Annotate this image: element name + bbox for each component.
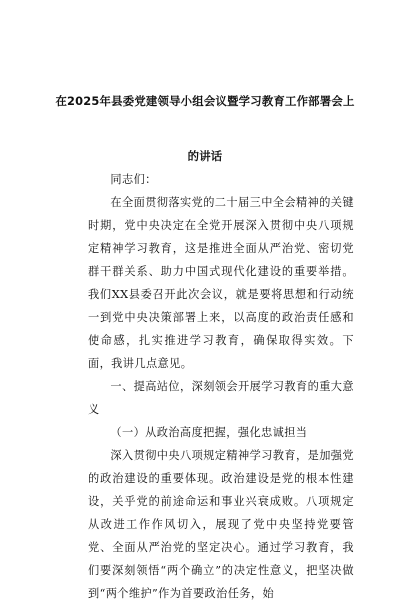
intro-paragraph: 在全面贯彻落实党的二十届三中全会精神的关键时期，党中央决定在全党开展深入贯彻中央八项规定精神学习教育，这是推进全面从严治党、密切党群干群关系、助力中国式现代化建设的重要举措。我们XX县委召开此次会议，就是要将思想和行动统一到党中央决策部署上来，以高度的政治责任感和使命感，扎实推进学习教育，确保取得实效。下面，我讲几点意见。 xyxy=(88,196,354,370)
document-title-line1: 在2025年县委党建领导小组会议暨学习教育工作部署会上 xyxy=(55,94,355,108)
document-title-line2: 的讲话 xyxy=(187,149,223,163)
body-paragraph-2: 深入贯彻中央八项规定精神学习教育，是加强党的政治建设的重要体现。政治建设是党的根本性建设，关乎党的前途命运和事业兴衰成败。八项规定从改进工作作风切入，展现了党中央坚持党要管党、全面从严治党的坚定决心。通过学习教育，我们要深刻领悟“两个确立”的决定性意义，把坚决做到“两个维护”作为首要政治任务，始 xyxy=(88,449,354,600)
subsection-heading-1: （一）从政治高度把握，强化忠诚担当 xyxy=(110,426,308,439)
document-body xyxy=(88,168,354,605)
salutation: 同志们： xyxy=(110,173,157,186)
section-heading-1: 一、提高站位，深刻领会开展学习教育的重大意义 xyxy=(88,380,354,416)
